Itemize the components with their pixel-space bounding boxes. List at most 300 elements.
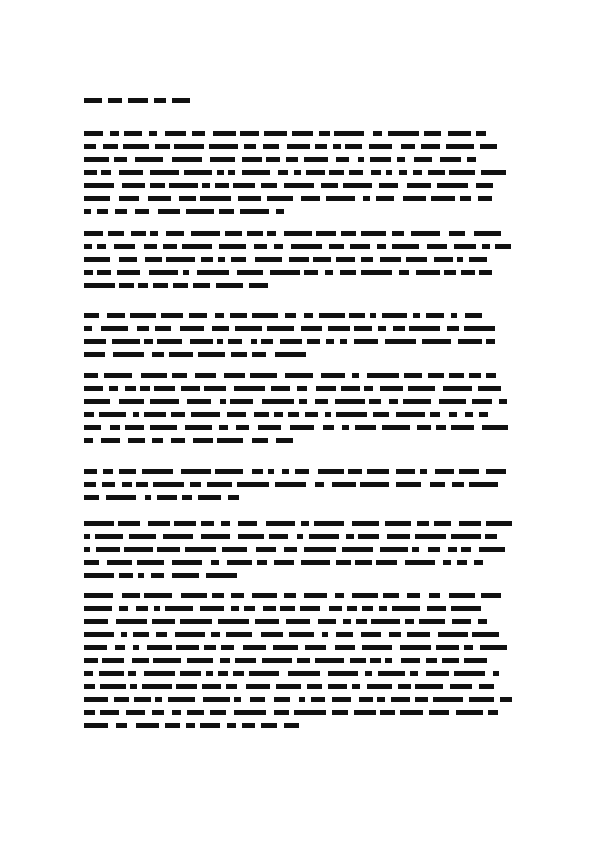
text-word-block [116, 619, 147, 624]
text-word-block [328, 671, 358, 676]
text-line [84, 694, 512, 707]
text-word-block [145, 495, 151, 500]
text-word-block [474, 560, 483, 565]
text-word-block [136, 482, 148, 487]
text-word-block [316, 386, 336, 391]
text-word-block [119, 283, 134, 288]
text-word-block [231, 606, 239, 611]
text-word-block [213, 131, 236, 136]
text-word-block [137, 326, 149, 331]
text-word-block [305, 412, 318, 417]
text-word-block [201, 257, 213, 262]
text-word-block [457, 560, 467, 565]
text-word-block [186, 209, 214, 214]
text-word-block [341, 231, 356, 236]
text-word-block [323, 425, 334, 430]
text-word-block [84, 495, 99, 500]
text-word-block [217, 339, 223, 344]
text-word-block [325, 412, 331, 417]
text-word-block [176, 645, 199, 650]
text-word-block [172, 710, 181, 715]
text-word-block [153, 283, 168, 288]
text-word-block [472, 399, 492, 404]
text-word-block [299, 399, 307, 404]
text-word-block [396, 412, 425, 417]
text-word-block [150, 170, 179, 175]
text-word-block [352, 593, 378, 598]
text-word-block [479, 684, 494, 689]
text-word-block [288, 671, 320, 676]
text-word-block [109, 386, 118, 391]
text-word-block [460, 196, 471, 201]
text-word-block [333, 144, 341, 149]
text-word-block [284, 547, 297, 552]
text-word-block [474, 231, 501, 236]
text-word-block [451, 534, 481, 539]
text-word-block [315, 144, 327, 149]
text-word-block [472, 632, 499, 637]
text-word-block [450, 684, 472, 689]
text-word-block [315, 399, 328, 404]
text-word-block [84, 593, 113, 598]
text-word-block [171, 412, 185, 417]
paragraph [84, 310, 512, 362]
text-word-block [197, 270, 229, 275]
text-word-block [451, 425, 474, 430]
heading-word-block [108, 98, 122, 103]
text-word-block [140, 386, 150, 391]
text-word-block [172, 373, 187, 378]
text-word-block [284, 183, 314, 188]
text-word-block [237, 482, 269, 487]
text-word-block [465, 412, 473, 417]
text-word-block [350, 244, 370, 249]
text-word-block [403, 196, 426, 201]
text-word-block [255, 619, 279, 624]
text-word-block [482, 244, 490, 249]
text-line [84, 167, 512, 180]
text-word-block [175, 632, 205, 637]
text-word-block [97, 270, 111, 275]
text-word-block [289, 632, 314, 637]
text-word-block [207, 482, 232, 487]
text-word-block [269, 534, 288, 539]
text-word-block [215, 183, 229, 188]
text-word-block [377, 244, 386, 249]
text-word-block [309, 534, 339, 539]
text-word-block [334, 131, 364, 136]
text-word-block [100, 684, 126, 689]
text-word-block [119, 469, 136, 474]
text-word-block [238, 521, 257, 526]
text-word-block [110, 131, 119, 136]
text-word-block [266, 521, 295, 526]
text-word-block [119, 606, 128, 611]
text-word-block [119, 573, 133, 578]
text-word-block [238, 534, 264, 539]
text-line [84, 396, 512, 409]
text-word-block [380, 386, 403, 391]
text-word-block [362, 606, 373, 611]
text-line [84, 370, 512, 383]
text-word-block [464, 645, 473, 650]
text-word-block [369, 144, 392, 149]
text-word-block [84, 606, 112, 611]
text-word-block [126, 710, 145, 715]
text-word-block [495, 244, 511, 249]
text-word-block [376, 196, 394, 201]
text-word-block [486, 373, 496, 378]
text-word-block [304, 547, 336, 552]
text-word-block [233, 671, 244, 676]
text-word-block [84, 144, 96, 149]
text-word-block [263, 606, 276, 611]
text-word-block [414, 157, 432, 162]
text-word-block [219, 244, 246, 249]
text-word-block [276, 209, 284, 214]
text-word-block [219, 209, 234, 214]
text-word-block [482, 425, 508, 430]
text-word-block [449, 170, 475, 175]
text-word-block [84, 560, 99, 565]
text-word-block [209, 144, 238, 149]
text-word-block [434, 257, 453, 262]
text-word-block [211, 632, 220, 637]
text-word-block [408, 386, 435, 391]
text-word-block [315, 658, 344, 663]
text-word-block [449, 412, 457, 417]
text-word-block [135, 157, 163, 162]
text-word-block [479, 412, 488, 417]
text-word-block [399, 270, 409, 275]
text-word-block [464, 658, 487, 663]
text-word-block [329, 244, 344, 249]
text-word-block [282, 469, 289, 474]
text-word-block [156, 632, 167, 637]
text-word-block [385, 339, 416, 344]
text-word-block [349, 170, 363, 175]
text-word-block [84, 399, 110, 404]
text-word-block [373, 131, 382, 136]
text-word-block [315, 482, 324, 487]
text-word-block [102, 482, 115, 487]
text-word-block [297, 386, 307, 391]
text-word-block [415, 697, 428, 702]
text-word-block [163, 534, 193, 539]
text-word-block [157, 495, 177, 500]
text-word-block [428, 547, 440, 552]
text-word-block [461, 547, 471, 552]
text-word-block [392, 606, 420, 611]
text-word-block [267, 196, 293, 201]
text-word-block [289, 257, 309, 262]
text-word-block [144, 339, 153, 344]
text-word-block [379, 606, 387, 611]
text-word-block [285, 313, 296, 318]
text-word-block [346, 534, 354, 539]
text-word-block [147, 645, 172, 650]
text-word-block [400, 710, 423, 715]
text-word-block [304, 593, 327, 598]
text-word-block [476, 183, 493, 188]
text-word-block [361, 231, 386, 236]
text-word-block [478, 619, 487, 624]
text-word-block [84, 373, 98, 378]
text-word-block [361, 270, 392, 275]
text-word-block [407, 593, 420, 598]
text-word-block [318, 469, 344, 474]
text-word-block [355, 560, 372, 565]
text-word-block [392, 244, 419, 249]
text-word-block [437, 183, 468, 188]
text-word-block [354, 710, 376, 715]
text-word-block [107, 313, 125, 318]
text-line [84, 180, 512, 193]
text-word-block [278, 170, 288, 175]
text-word-block [352, 373, 359, 378]
text-word-block [389, 632, 401, 637]
text-word-block [287, 144, 310, 149]
text-word-block [84, 170, 97, 175]
text-word-block [142, 469, 173, 474]
text-word-block [100, 710, 119, 715]
text-word-block [84, 469, 97, 474]
text-word-block [84, 534, 90, 539]
text-word-block [97, 209, 108, 214]
text-line [84, 570, 512, 583]
paragraph [84, 128, 512, 219]
text-word-block [389, 399, 398, 404]
text-word-block [301, 326, 322, 331]
text-word-block [84, 412, 94, 417]
text-word-block [288, 412, 299, 417]
text-word-block [343, 619, 351, 624]
text-word-block [84, 482, 96, 487]
text-word-block [488, 710, 498, 715]
text-word-block [219, 425, 228, 430]
text-line [84, 616, 512, 629]
text-word-block [252, 352, 266, 357]
text-word-block [201, 534, 230, 539]
text-word-block [224, 373, 245, 378]
text-word-block [403, 399, 431, 404]
text-word-block [332, 482, 356, 487]
text-word-block [84, 438, 93, 443]
text-word-block [411, 231, 440, 236]
text-word-block [169, 183, 198, 188]
text-word-block [352, 684, 360, 689]
text-word-block [319, 313, 345, 318]
text-word-block [101, 326, 128, 331]
text-line [84, 655, 512, 668]
text-word-block [154, 606, 160, 611]
text-word-block [236, 425, 249, 430]
text-word-block [274, 710, 289, 715]
text-word-block [263, 144, 279, 149]
text-word-block [332, 710, 348, 715]
text-word-block [152, 438, 163, 443]
text-word-block [336, 257, 355, 262]
text-word-block [426, 658, 437, 663]
text-word-block [180, 671, 201, 676]
text-word-block [409, 326, 440, 331]
text-word-block [439, 399, 466, 404]
text-word-block [358, 534, 379, 539]
text-word-block [469, 373, 481, 378]
text-word-block [249, 283, 268, 288]
text-word-block [84, 573, 114, 578]
text-word-block [369, 399, 381, 404]
text-word-block [84, 183, 114, 188]
text-word-block [321, 183, 338, 188]
text-word-block [114, 157, 127, 162]
text-line [84, 492, 512, 505]
text-line [84, 349, 512, 362]
text-word-block [157, 547, 180, 552]
text-word-block [386, 170, 392, 175]
text-word-block [380, 710, 395, 715]
text-word-block [227, 412, 246, 417]
text-word-block [187, 399, 211, 404]
text-word-block [382, 425, 410, 430]
text-word-block [383, 593, 399, 598]
text-word-block [227, 560, 252, 565]
text-word-block [275, 482, 306, 487]
text-word-block [166, 257, 195, 262]
text-word-block [152, 352, 164, 357]
text-word-block [304, 270, 318, 275]
text-word-block [352, 521, 379, 526]
text-line [84, 254, 512, 267]
text-word-block [198, 352, 225, 357]
text-word-block [284, 593, 296, 598]
text-word-block [114, 697, 129, 702]
text-word-block [364, 386, 373, 391]
text-word-block [419, 619, 445, 624]
text-word-block [262, 399, 294, 404]
text-word-block [449, 231, 465, 236]
text-word-block [343, 183, 372, 188]
text-word-block [108, 231, 124, 236]
text-word-block [220, 399, 226, 404]
text-word-block [257, 560, 267, 565]
text-word-block [216, 283, 243, 288]
heading-word-block [172, 98, 190, 103]
text-word-block [393, 326, 405, 331]
text-word-block [157, 339, 182, 344]
text-word-block [480, 645, 507, 650]
text-word-block [367, 684, 392, 689]
text-word-block [261, 723, 277, 728]
text-word-block [244, 606, 255, 611]
text-word-block [181, 386, 200, 391]
text-word-block [171, 438, 185, 443]
text-line [84, 544, 512, 557]
text-word-block [448, 547, 457, 552]
text-word-block [231, 352, 247, 357]
text-word-block [273, 645, 298, 650]
text-word-block [101, 438, 120, 443]
text-word-block [444, 270, 456, 275]
text-word-block [206, 573, 237, 578]
text-word-block [133, 645, 139, 650]
text-word-block [367, 373, 399, 378]
text-word-block [397, 157, 405, 162]
text-word-block [123, 144, 149, 149]
text-word-block [256, 547, 276, 552]
text-word-block [158, 209, 180, 214]
text-word-block [84, 386, 103, 391]
text-word-block [150, 425, 177, 430]
text-word-block [385, 658, 392, 663]
text-word-block [84, 619, 108, 624]
text-word-block [392, 231, 404, 236]
text-word-block [129, 534, 156, 539]
text-word-block [149, 270, 178, 275]
text-word-block [407, 183, 431, 188]
text-word-block [340, 339, 347, 344]
text-word-block [246, 684, 270, 689]
text-word-block [378, 671, 405, 676]
text-word-block [244, 144, 256, 149]
text-word-block [461, 270, 475, 275]
text-word-block [307, 684, 322, 689]
text-word-block [319, 131, 330, 136]
text-word-block [84, 257, 110, 262]
text-line [84, 590, 512, 603]
text-word-block [459, 521, 481, 526]
text-word-block [350, 658, 366, 663]
text-word-block [174, 521, 196, 526]
text-line [84, 435, 512, 448]
text-word-block [469, 257, 487, 262]
text-word-block [202, 183, 210, 188]
text-word-block [180, 326, 204, 331]
text-word-block [115, 645, 125, 650]
text-word-block [478, 386, 501, 391]
text-line [84, 310, 512, 323]
text-line [84, 681, 512, 694]
text-word-block [274, 412, 283, 417]
text-word-block [329, 170, 344, 175]
text-word-block [84, 521, 114, 526]
text-word-block [110, 425, 120, 430]
text-word-block [203, 697, 230, 702]
text-word-block [294, 170, 301, 175]
text-word-block [360, 482, 389, 487]
paragraph [84, 228, 512, 293]
text-word-block [454, 671, 485, 676]
text-word-block [150, 183, 165, 188]
text-word-block [434, 521, 451, 526]
text-word-block [481, 170, 506, 175]
text-word-block [84, 425, 101, 430]
text-word-block [218, 619, 249, 624]
text-word-block [119, 257, 137, 262]
text-line [84, 531, 512, 544]
text-word-block [413, 313, 420, 318]
text-word-block [335, 399, 365, 404]
text-word-block [371, 170, 381, 175]
text-word-block [84, 645, 107, 650]
text-word-block [242, 170, 270, 175]
text-word-block [469, 482, 498, 487]
text-line [84, 707, 512, 720]
text-word-block [267, 231, 276, 236]
text-word-block [387, 534, 410, 539]
text-word-block [285, 373, 313, 378]
text-word-block [335, 593, 344, 598]
